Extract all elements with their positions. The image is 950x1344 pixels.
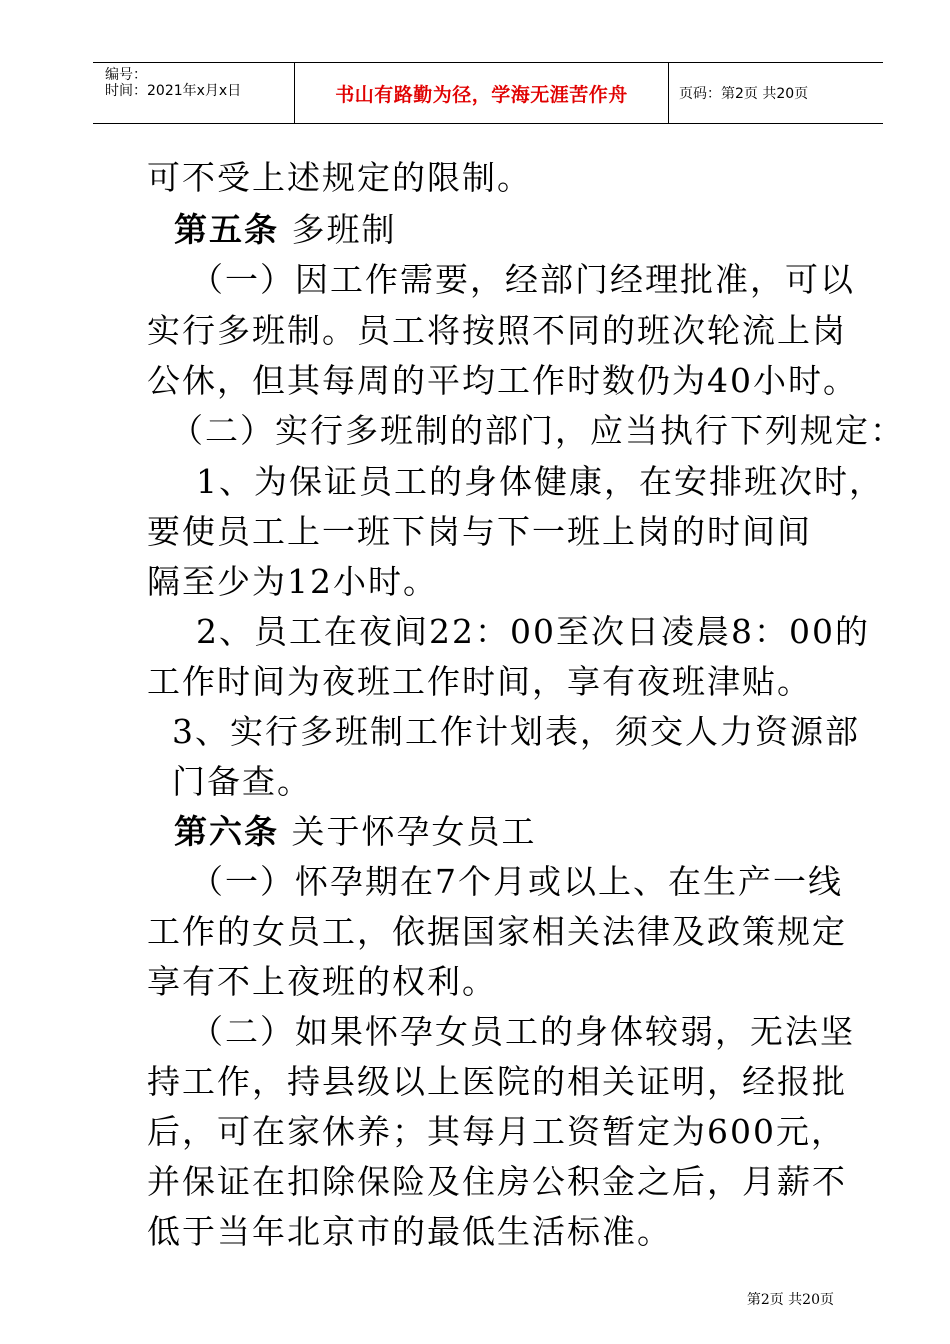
paragraph-line: 实行多班制。员工将按照不同的班次轮流上岗	[147, 311, 847, 350]
article-5-subject: 多班制	[279, 210, 397, 249]
article-6-subject: 关于怀孕女员工	[279, 812, 537, 851]
paragraph-line: 公休，但其每周的平均工作时数仍为40小时。	[147, 361, 858, 400]
paragraph-line: （一）怀孕期在7个月或以上、在生产一线	[190, 862, 843, 901]
page-header	[93, 62, 883, 124]
paragraph-line: 工作的女员工，依据国家相关法律及政策规定	[147, 912, 847, 951]
paragraph-line: 低于当年北京市的最低生活标准。	[147, 1212, 672, 1251]
header-motto-cell	[295, 63, 669, 123]
paragraph-line: 隔至少为12小时。	[147, 562, 438, 601]
header-motto: 书山有路勤为径，学海无涯苦作舟	[335, 83, 628, 106]
paragraph-line: 要使员工上一班下岗与下一班上岗的时间间	[147, 512, 812, 551]
paragraph-line: 持工作，持县级以上医院的相关证明，经报批	[147, 1062, 847, 1101]
paragraph-line: 可不受上述规定的限制。	[147, 158, 532, 197]
document-number-label: 编号：	[105, 67, 147, 83]
page-footer: 第2页 共20页	[746, 1292, 834, 1308]
paragraph-line: 3、实行多班制工作计划表，须交人力资源部	[172, 712, 860, 751]
header-info-cell	[93, 63, 295, 123]
article-5-heading	[174, 210, 397, 250]
article-6-title: 第六条	[174, 812, 279, 851]
header-page-code: 页码：第2页 共20页	[679, 86, 809, 102]
paragraph-line: 1、为保证员工的身体健康，在安排班次时，	[196, 462, 884, 501]
paragraph-line: 后，可在家休养；其每月工资暂定为600元，	[147, 1112, 846, 1151]
paragraph-line: 享有不上夜班的权利。	[147, 962, 497, 1001]
paragraph-line: （二）如果怀孕女员工的身体较弱，无法坚	[190, 1012, 855, 1051]
header-page-cell	[669, 63, 883, 123]
paragraph-line: 并保证在扣除保险及住房公积金之后，月薪不	[147, 1162, 847, 1201]
paragraph-line: （一）因工作需要，经部门经理批准，可以	[190, 260, 855, 299]
paragraph-line: 2、员工在夜间22：00至次日凌晨8：00的	[196, 612, 870, 651]
article-6-heading	[174, 812, 537, 852]
document-date: 时间：2021年x月x日	[105, 83, 242, 99]
article-5-title: 第五条	[174, 210, 279, 249]
paragraph-line: （二）实行多班制的部门，应当执行下列规定：	[170, 411, 905, 450]
paragraph-line: 门备查。	[172, 762, 312, 801]
paragraph-line: 工作时间为夜班工作时间，享有夜班津贴。	[147, 662, 812, 701]
